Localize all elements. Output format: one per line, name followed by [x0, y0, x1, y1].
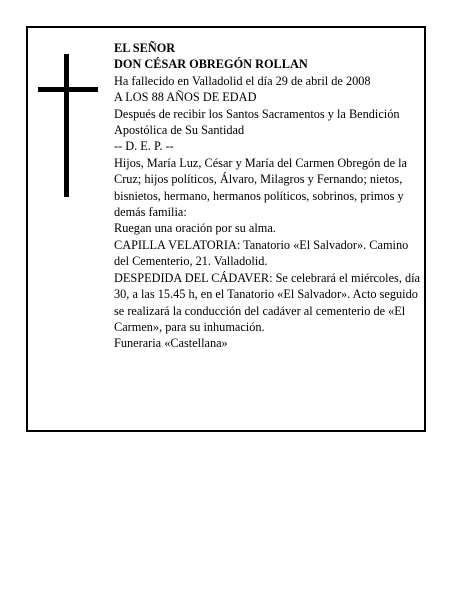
- family-paragraph: Hijos, María Luz, César y María del Carmen Obregón de la Cruz; hijos políticos, Álvaro, Milagros y Fernando; nietos, bisnietos, hermano, hermanos políticos, sobrinos, primos y demás familia:: [114, 155, 407, 220]
- rip-line: -- D. E. P. --: [114, 139, 174, 154]
- chapel-details: CAPILLA VELATORIA: Tanatorio «El Salvador». Camino del Cementerio, 21. Valladolid.: [114, 237, 409, 269]
- obituary-text-block: [114, 40, 420, 352]
- death-announcement: Ha fallecido en Valladolid el día 29 de abril de 2008: [114, 73, 371, 88]
- age-line: A LOS 88 AÑOS DE EDAD: [114, 90, 257, 105]
- funeral-home: Funeraria «Castellana»: [114, 336, 228, 351]
- cross-icon: [38, 54, 98, 197]
- cross-horizontal-bar: [38, 87, 98, 92]
- prayer-request: Ruegan una oración por su alma.: [114, 221, 276, 236]
- obituary-title-line: EL SEÑOR: [114, 41, 176, 55]
- deceased-name: DON CÉSAR OBREGÓN ROLLAN: [114, 57, 308, 72]
- cross-vertical-bar: [64, 54, 69, 197]
- sacraments-paragraph: Después de recibir los Santos Sacramentos y la Bendición Apostólica de Su Santidad: [114, 106, 400, 138]
- farewell-details: DESPEDIDA DEL CÁDAVER: Se celebrará el miércoles, día 30, a las 15.45 h, en el Tanatorio «El Salvador». Acto seguido se realizará la conducción del cadáver al cementerio de «El Carmen», para su inhumación.: [114, 270, 420, 334]
